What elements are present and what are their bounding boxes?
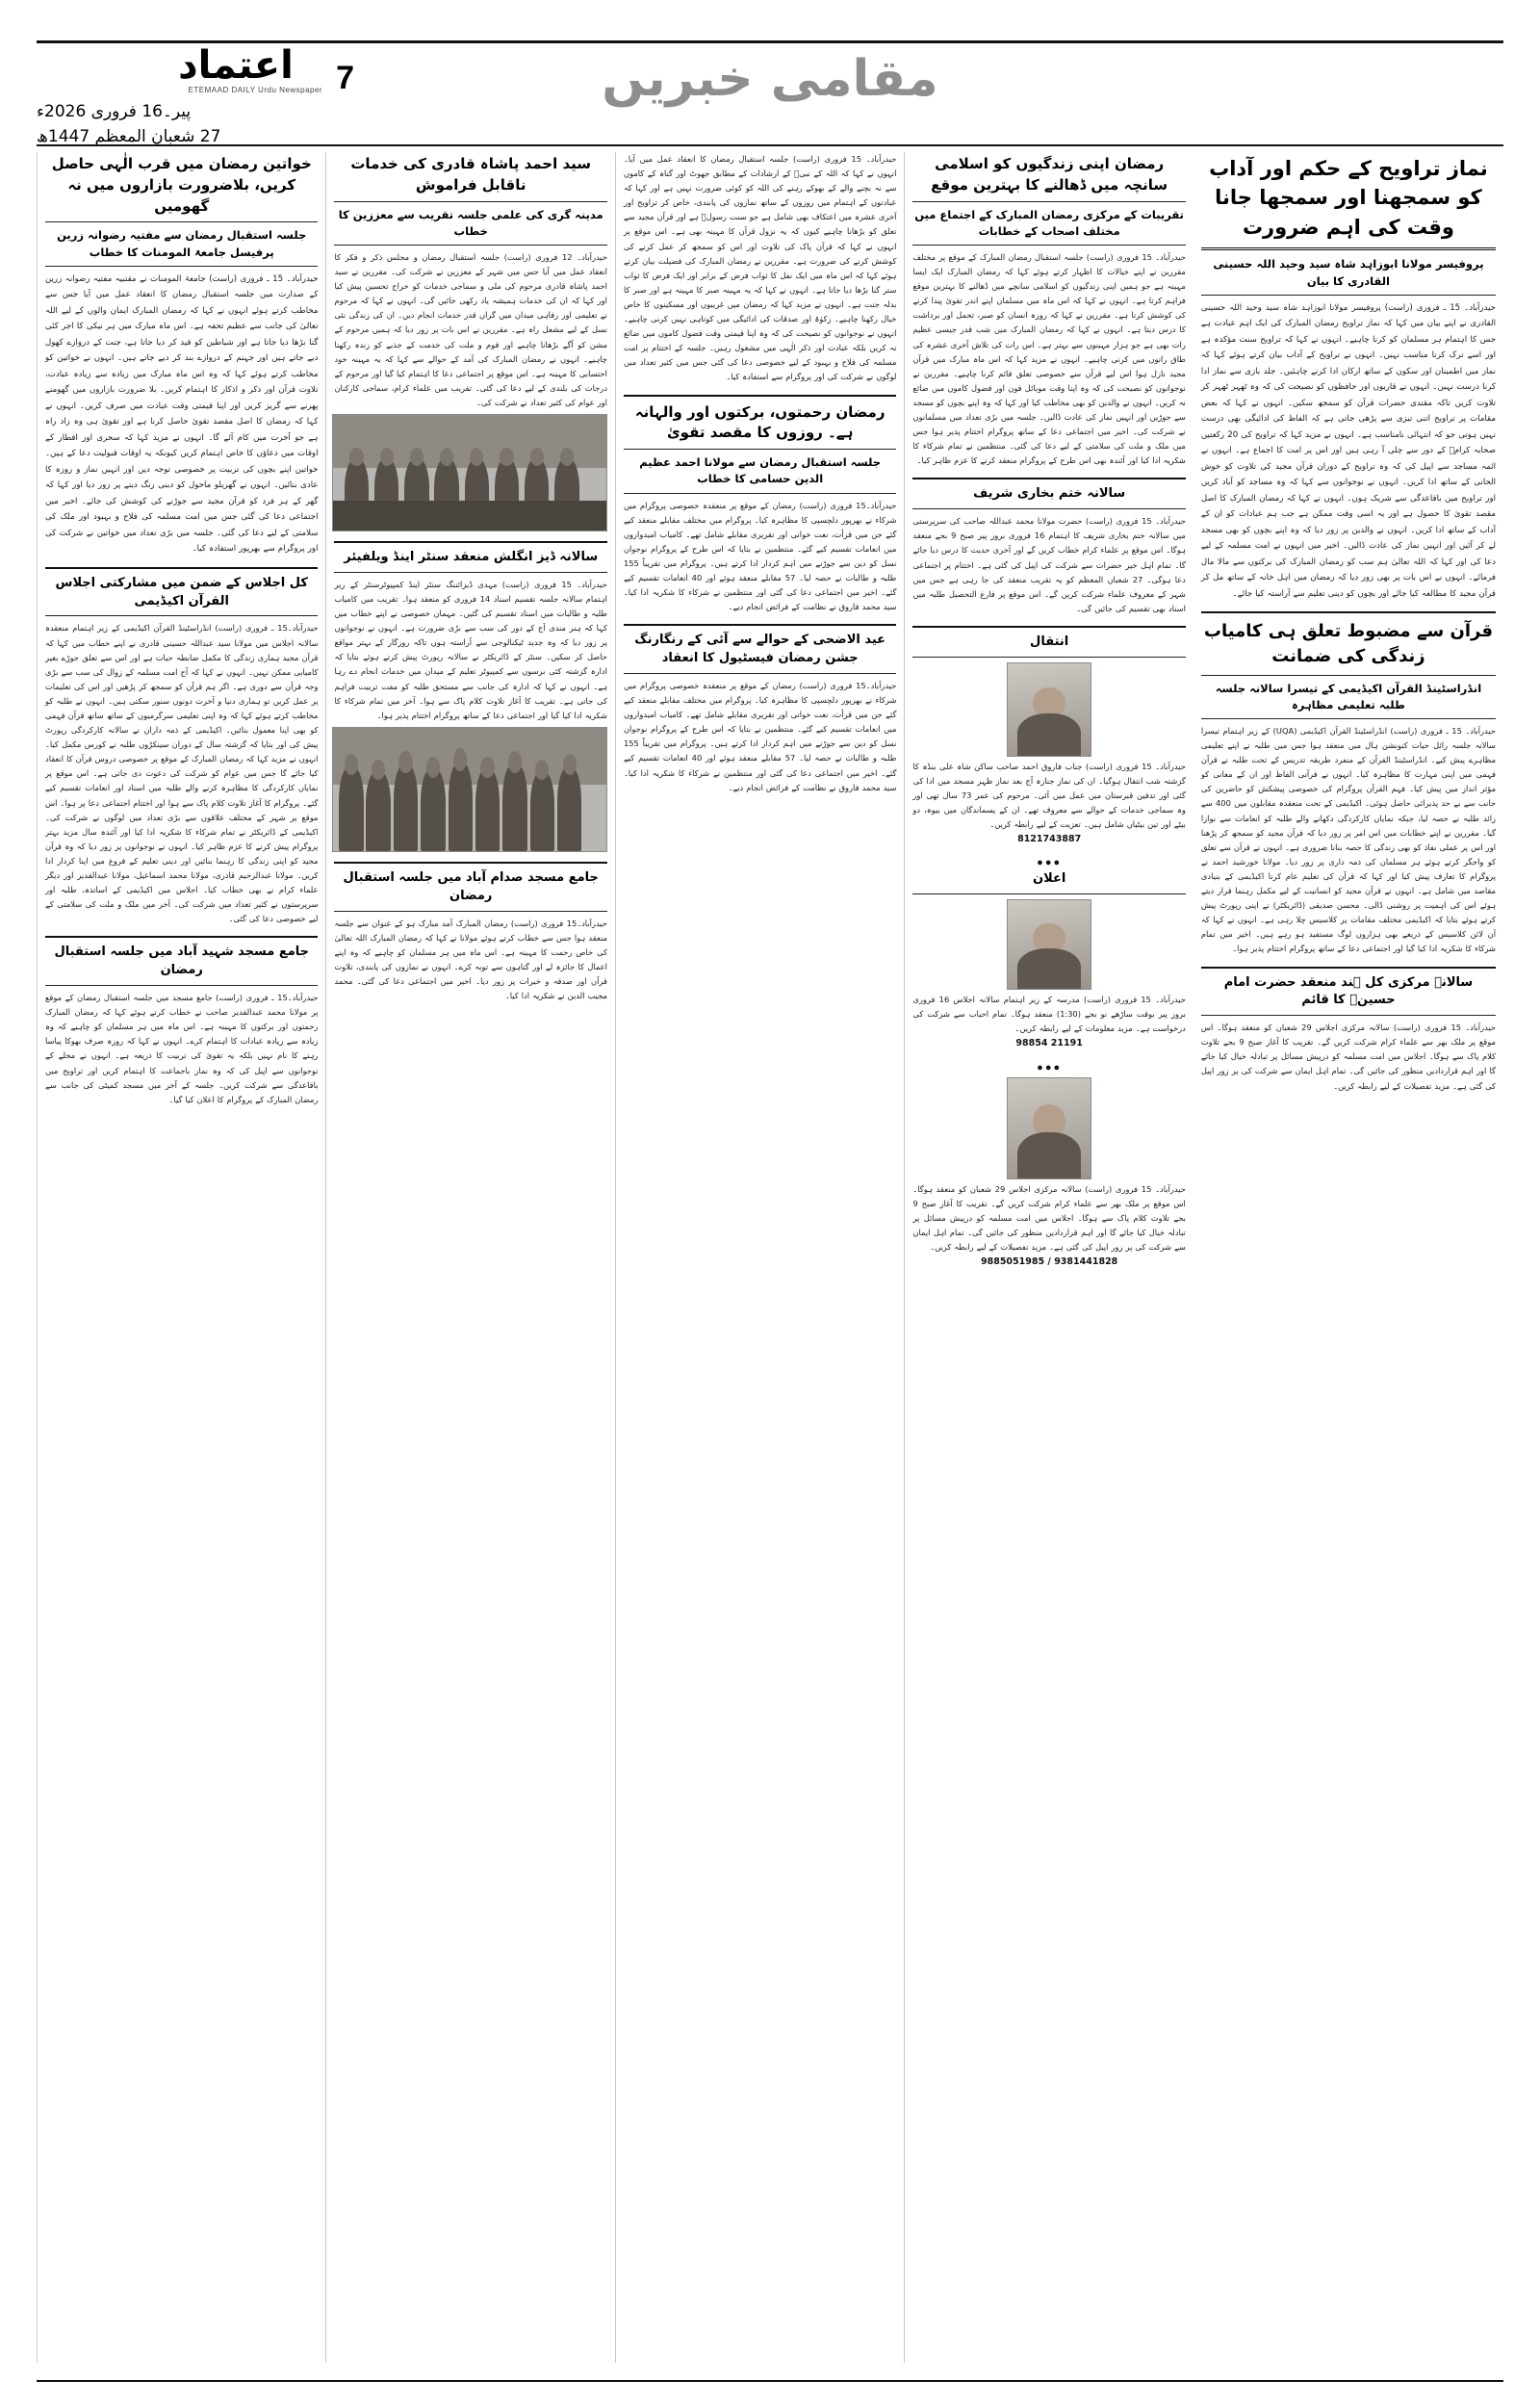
publication-subtitle: ETEMAAD DAILY Urdu Newspaper	[188, 86, 323, 94]
article-body: حیدرآباد۔ 15 ـ فروری (راست) جامعۃ المومنات نے مقتبیہ مفتیہ رضوانہ زرین کے صدارت میں جلسہ استقبال رمضان کا انعقاد عمل میں آیا جس سے مخاطب کرتے ہوئے انہوں نے کہا کہ رمضان المبارک ایمان والوں کے لیے اللہ تعالیٰ کی جانب سے عظیم تحفہ ہے۔ اس ماہ مبارک میں ہر نیکی کا اجر کئی گنا بڑھا دیا جاتا ہے اور شیاطین کو قید کر دیا جاتا ہے، جنت کے دروازے کھول دیے جاتے ہیں اور جہنم کے دروازے بند کر دیے جاتے ہیں۔ انہوں نے خواتین کو مخاطب کرتے ہوئے کہا کہ وہ اس ماہ مبارک میں زیادہ سے زیادہ عبادت، تلاوت قرآن اور ذکر و اذکار کا اہتمام کریں۔ بلا ضرورت بازاروں میں گھومنے پھرنے سے گریز کریں اور اپنا قیمتی وقت عبادت میں صرف کریں۔ انہوں نے کہا کہ رمضان کا اصل مقصد تقویٰ حاصل کرنا ہے اور تقویٰ ہی وہ زاد راہ ہے جو آخرت میں کام آئے گا۔ انہوں نے مزید کہا کہ سحری اور افطار کے اوقات میں دعاؤں کا خاص اہتمام کریں کیونکہ یہ اوقات قبولیت دعا کے ہیں۔ خواتین اپنے بچوں کی تربیت پر خصوصی توجہ دیں اور انہیں نماز و روزہ کا عادی بنائیں۔ انہوں نے گھریلو ماحول کو دینی رنگ دینے پر زور دیا اور کہا کہ گھر کے ہر فرد کو قرآن مجید سے جوڑنے کی کوشش کی جائے۔ اخیر میں اجتماعی دعا کی گئی جس میں امت مسلمہ کی فلاح و بہبود اور ملک کی سلامتی کے لیے دعا کی گئی۔ جلسہ میں بڑی تعداد میں خواتین نے شرکت کی اور پروگرام سے بھرپور استفادہ کیا۔	[45, 273, 319, 555]
article-body: حیدرآباد۔15 فروری (راست) رمضان کے موقع پر منعقدہ خصوصی پروگرام میں شرکاء نے بھرپور دلچسپی کا مظاہرہ کیا۔ پروگرام میں مختلف مقابلے منعقد کیے گئے جن میں قرأت، نعت خوانی اور تقریری مقابلے شامل تھے۔ کامیاب امیدواروں میں انعامات تقسیم کیے گئے۔ منتظمین نے بتایا کہ اس طرح کے پروگرام نوجوان نسل کو دین سے جوڑنے میں اہم کردار ادا کرتے ہیں۔ پروگرام میں تقریباً 155 طلبہ و طالبات نے حصہ لیا۔ 57 مقابلے منعقد ہوئے اور 40 انعامات تقسیم کیے گئے۔ اخیر میں اجتماعی دعا کی گئی اور منتظمین نے شرکاء کا شکریہ ادا کیا۔ سید محمد فاروق نے نظامت کے فرائض انجام دیے۔	[623, 680, 897, 792]
photo-group-ceremony	[332, 727, 606, 852]
headline: خواتین رمضان میں قرب الٰہی حاصل کریں، بلاضرورت بازاروں میں نہ گھومیں	[51, 155, 312, 215]
photo-figure	[339, 767, 364, 851]
page-bottom-rule	[37, 2380, 1503, 2382]
contact-number: 8121743887	[1017, 834, 1082, 845]
photo-torso	[1017, 713, 1080, 756]
divider	[624, 449, 896, 450]
article-sanah-markazi-imam	[1201, 974, 1496, 1094]
divider	[912, 508, 1185, 509]
subheadline: پروفیسر مولانا ابوزاہد شاہ سید وحید اللہ حسینی القادری کا بیان	[1213, 257, 1484, 288]
headline: سید احمد پاشاہ قادری کی خدمات ناقابل فراموش	[350, 155, 592, 194]
article-ramzan-taqwa-headline-block	[624, 402, 896, 615]
photo-figure	[394, 764, 419, 851]
subheadline: انڈراسٹینڈ القرآن اکیڈیمی کے تیسرا سالانہ جلسہ طلبہ تعلیمی مظاہرہ	[1215, 681, 1482, 712]
article-jame-masjid-saddamabad	[334, 869, 606, 1003]
divider	[912, 201, 1185, 202]
divider	[334, 862, 606, 864]
photo-figure	[502, 764, 527, 851]
article-ramzan-festival	[624, 632, 896, 794]
article-body: حیدرآباد۔ 15 فروری (راست) سالانہ مرکزی اجلاس 29 شعبان کو منعقد ہوگا۔ اس موقع پر ملک بھر سے علماء کرام شرکت کریں گے۔ تقریب کا آغاز صبح 9 بجے تلاوت کلام پاک سے ہوگا۔ اجلاس میں امت مسلمہ کو درپیش مسائل پر تبادلہ خیال کیا جائے گا اور اہم قراردادیں منظور کی جائیں گی۔ تمام اہل ایمان سے شرکت کی پر زور اپیل کی گئی ہے۔ مزید تفصیلات کے لیے رابطہ کریں۔	[1200, 1022, 1497, 1091]
article-body: حیدرآباد۔ 15 فروری (راست) حضرت مولانا محمد عبداللہ صاحب کی سرپرستی میں سالانہ ختم بخاری شریف کا اہتمام 16 فروری بروز پیر صبح 9 بجے منعقد ہوگا۔ اس موقع پر علماء کرام خطاب کریں گے اور آخری حدیث کا درس دیا جائے گا۔ تمام اہل خیر حضرات سے شرکت کی اپیل کی گئی ہے۔ اختتام پر اجتماعی دعا ہوگی۔ 27 شعبان المعظم کو یہ تقریب منعقد کی جا رہی ہے جس میں شہر کے معروف علماء شرکت کریں گے۔ اس موقع پر فارغ التحصیل طلبہ میں اسناد بھی تقسیم کی جائیں گی۔	[912, 516, 1186, 613]
photo-figure	[421, 769, 446, 850]
article-body: حیدرآباد۔ 15 ـ فروری (راست) پروفیسر مولانا ابوزاہد شاہ سید وحید اللہ حسینی القادری نے اپنے بیان میں کہا کہ نماز تراویح رمضان المبارک کی ایک اہم عبادت ہے جس کا اہتمام ہر مسلمان کو کرنا چاہیے۔ انہوں نے کہا کہ تراویح سنت مؤکدہ ہے اور اسے ترک کرنا مناسب نہیں۔ انہوں نے تراویح کے آداب بیان کرتے ہوئے کہا کہ نماز میں اطمینان اور سکون کے ساتھ ارکان ادا کرنے چاہئیں۔ جلد بازی سے نماز ادا کرنا درست نہیں۔ انہوں نے قاریوں اور حافظوں کو نصیحت کی کہ وہ ٹھہر ٹھہر کر تلاوت کریں تاکہ مقتدی حضرات قرآن کو سمجھ سکیں۔ انہوں نے کہا کہ بعض مقامات پر تراویح اتنی تیزی سے پڑھی جاتی ہے کہ الفاظ کی ادائیگی بھی درست نہیں ہوتی جو کہ انتہائی نامناسب ہے۔ انہوں نے مزید کہا کہ تراویح کی 20 رکعتیں صحابہ کرامؓ کے دور سے چلی آ رہی ہیں اور اس پر امت کا اجماع ہے۔ انہوں نے ائمہ مساجد سے اپیل کی کہ وہ تراویح کے دوران قرآن مجید کی تلاوت کو خوش الحانی کے ساتھ ادا کریں۔ انہوں نے نوجوانوں سے کہا کہ وہ مساجد کو آباد کریں اور تراویح میں باقاعدگی سے شریک ہوں۔ انہوں نے کہا کہ رمضان المبارک کا اصل مقصد تقویٰ کا حصول ہے اور یہ اسی وقت ممکن ہے جب ہم عبادات کو ان کے آداب کے ساتھ ادا کریں۔ انہوں نے والدین پر زور دیا کہ وہ اپنے بچوں کو بھی مسجد لے کر آئیں اور انہیں نماز کی عادت ڈالیں۔ اخیر میں انہوں نے امت مسلمہ کے لیے دعا کی اور کہا کہ اللہ تعالیٰ ہم سب کو رمضان المبارک کی برکتوں سے مالا مال فرمائے۔ انہوں نے اس بات پر بھی زور دیا کہ رمضان میں اہل خانہ کے ساتھ مل کر قرآن مجید کا مطالعہ کیا جائے اور بچوں کو دینی تعلیم سے آراستہ کیا جائے۔	[1200, 302, 1497, 599]
subheadline: تقریبات کے مرکزی رمضان المبارک کے اجتماع میں مختلف اصحاب کے خطابات	[914, 207, 1184, 238]
divider	[45, 567, 318, 569]
headline: عید الاضحی کے حوالے سے آئی کے رنگارنگ جشن رمضان فیسٹیول کا انعقاد	[634, 633, 886, 666]
subheadline: جلسہ استقبال رمضان سے مولانا احمد عظیم الدین حسامی کا خطاب	[639, 455, 882, 486]
photo-group-meeting	[332, 414, 606, 531]
divider	[912, 478, 1185, 479]
headline: اعلان	[1032, 871, 1066, 887]
headline: انتقال	[1030, 634, 1069, 649]
divider	[334, 572, 606, 573]
column-1	[37, 152, 325, 2363]
headline: کل اجلاس کے ضمن میں مشارکتی اجلاس القرآن اکیڈیمی	[55, 575, 308, 608]
article-body: حیدرآباد۔ 15 فروری (راست) سالانہ مرکزی اجلاس 29 شعبان کو منعقد ہوگا۔ اس موقع پر ملک بھر سے علماء کرام شرکت کریں گے۔ تقریب کا آغاز صبح 9 بجے تلاوت کلام پاک سے ہوگا۔ اجلاس میں امت مسلمہ کو درپیش مسائل پر تبادلہ خیال کیا جائے گا اور اہم قراردادیں منظور کی جائیں گی۔ تمام اہل ایمان سے شرکت کی پر زور اپیل کی گئی ہے۔ مزید تفصیلات کے لیے رابطہ کریں۔	[912, 1183, 1186, 1252]
column-4	[904, 152, 1193, 2363]
article-taraweeh-lead	[1201, 154, 1496, 602]
date-gregorian: پیر۔16 فروری 2026ء	[37, 102, 192, 121]
publication-logo: اعتماد	[178, 43, 294, 88]
divider	[1201, 295, 1496, 296]
divider	[1201, 718, 1496, 719]
divider	[1201, 967, 1496, 969]
headline: جامع مسجد شہید آباد میں جلسہ استقبال رمضان	[54, 945, 309, 978]
divider	[624, 493, 896, 494]
article-body: حیدرآباد۔ 15 فروری (راست) مہدی ڈیزائننگ سنٹر اینڈ کمپیوٹرسنٹر کے زیر اہتمام سالانہ جلسہ تقسیم اسناد 14 فروری کو منعقد ہوا۔ تقریب میں کامیاب طلبہ و طالبات میں اسناد تقسیم کی گئیں۔ مہمان خصوصی نے اپنے خطاب میں کہا کہ ہنر مندی آج کے دور کی سب سے بڑی ضرورت ہے۔ انہوں نے نوجوانوں پر زور دیا کہ وہ جدید ٹیکنالوجی سے آراستہ ہوں تاکہ روزگار کے بہتر مواقع حاصل کر سکیں۔ سنٹر کے ڈائریکٹر نے سالانہ رپورٹ پیش کرتے ہوئے بتایا کہ ادارہ گزشتہ کئی برسوں سے کمپیوٹر تعلیم کے میدان میں خدمات انجام دے رہا ہے۔ انہوں نے کہا کہ ادارہ کی جانب سے مستحق طلبہ کو مفت تربیت فراہم کی جاتی ہے۔ تقریب کا آغاز تلاوت کلام پاک سے ہوا۔ آخر میں تمام شرکاء کا شکریہ ادا کیا گیا اور اجتماعی دعا کے ساتھ پروگرام اختتام پذیر ہوا۔	[334, 579, 607, 720]
article-body: حیدرآباد۔15 فروری (راست) رمضان المبارک آمد مبارک ہو کے عنوان سے جلسہ منعقد ہوا جس سے خطاب کرتے ہوئے مولانا نے کہا کہ رمضان المبارک اللہ تعالیٰ کی خاص رحمت کا مہینہ ہے۔ اس ماہ میں ہر مسلمان کو چاہیے کہ وہ اپنے اعمال کا جائزہ لے اور گناہوں سے توبہ کرے۔ انہوں نے نمازوں کی پابندی، تلاوت قرآن اور صدقہ و خیرات پر زور دیا۔ اخیر میں اجتماعی دعا کی گئی۔ محمد مجیب الدین نے شکریہ ادا کیا۔	[334, 918, 607, 1000]
column-5	[1194, 152, 1503, 2363]
photo-figure	[530, 772, 555, 851]
divider	[1201, 675, 1496, 676]
article-pasha-qadri-services	[334, 154, 606, 531]
contact-number: 9381441828 / 9885051985	[980, 1256, 1118, 1268]
divider	[45, 936, 318, 938]
divider	[45, 615, 318, 616]
photo-portrait-scholar	[1007, 1077, 1091, 1179]
article-khawateen-ramzan	[45, 154, 318, 557]
photo-figure	[449, 763, 474, 851]
section-title: مقامی خبریں	[602, 50, 938, 108]
divider	[45, 266, 318, 267]
article-body: حیدرآباد۔ 15 ـ فروری (راست) انڈراسٹینڈ القرآن اکیڈیمی (UQA) کے زیر اہتمام تیسرا سالانہ جلسہ رائل حیات کنونشن ہال میں منعقد ہوا جس میں طلبہ نے اپنے تعلیمی مظاہرے پیش کیے۔ انڈراسٹینڈ القرآن کے منفرد طریقہ تدریس کے تحت طلبہ نے قرآن فہمی میں اپنی مہارت کا مظاہرہ کیا۔ انہوں نے قرآنی الفاظ اور ان کے معانی کو مؤثر انداز میں پیش کیا۔ فہم القرآن پروگرام کی خصوصی پیشکش کو حاضرین کی جانب سے بے حد پذیرائی حاصل ہوئی۔ اکیڈیمی کے تحت منعقدہ مقابلوں میں 400 سے زائد طلبہ نے حصہ لیا، جبکہ نمایاں کارکردگی دکھانے والے طلبہ کو انعامات سے نوازا گیا۔ مقررین نے اپنے خطابات میں اس امر پر زور دیا کہ قرآن مجید کو سمجھ کر پڑھنا اور اس پر عملی نفاذ کو بھی زندگی کا حصہ بنانا ضروری ہے۔ انہوں نے قرآن سے تعلق کو واجگر کرتے ہوئے ہر مسلمان کی ذمہ داری پر زور دیا۔ مولانا خورشید احمد نے پروگرام کا تعارف پیش کیا اور کہا کہ قرآن کی تعلیم عام کرنا اکیڈیمی کے بنیادی مقاصد میں شامل ہے۔ انہوں نے قرآن مجید کو انسانیت کے لیے مکمل رہنما قرار دیتے ہوئے اس کی اہمیت پر روشنی ڈالی۔ محسن صدیقی (ڈائریکٹر) نے اپنی رپورٹ پیش کرتے ہوئے بتایا کہ اکیڈیمی مختلف مقامات پر کلاسیس چلا رہی ہے۔ انہوں نے کہا کہ آن لائن کلاسیس کے ذریعے بھی ہزاروں لوگ مستفید ہو رہے ہیں۔ اخیر میں تمام شرکاء کا شکریہ ادا کیا گیا اور اجتماعی دعا کے ساتھ پروگرام اختتام پذیر ہوا۔	[1200, 726, 1497, 954]
divider	[624, 395, 896, 397]
column-2	[325, 152, 614, 2363]
headline: جامع مسجد صدام آباد میں جلسہ استقبال رمضان	[343, 869, 599, 903]
article-body: حیدرآباد۔ 15 فروری (راست) جناب فاروق احمد صاحب ساکن شاہ علی بنڈہ کا گزشتہ شب انتقال ہوگیا۔ ان کی نماز جنازہ آج بعد نماز ظہر مسجد میں ادا کی گئی اور تدفین قبرستان میں عمل میں آئی۔ مرحوم کی عمر 73 سال تھی اور وہ سماجی خدمات کے حوالے سے معروف تھے۔ ان کے پسماندگان میں بیوہ، دو بیٹے اور تین بیٹیاں شامل ہیں۔ تعزیت کے لیے رابطہ کریں۔	[912, 761, 1186, 830]
article-khatm-bukhari	[912, 485, 1185, 616]
divider	[334, 201, 606, 202]
divider	[1201, 611, 1496, 613]
photo-figure	[366, 772, 391, 851]
publication-date	[37, 100, 354, 149]
article-body: حیدرآباد۔ 15 فروری (راست) مدرسہ کے زیر اہتمام سالانہ اجلاس 16 فروری بروز پیر بوقت ساڑھے نو بجے (1:30) منعقد ہوگا۔ تمام احباب سے شرکت کی درخواست ہے۔ مزید معلومات کے لیے رابطہ کریں۔	[912, 995, 1186, 1034]
headline: نماز تراویح کے حکم اور آداب کو سمجھنا اور سمجھا جانا وقت کی اہم ضرورت	[1209, 157, 1488, 239]
contact-number: 21191 98854	[1015, 1038, 1083, 1049]
article-announcement	[912, 870, 1185, 1051]
headline: سالانہ مرکزی کل ہند منعقد حضرت امام حسینؓ کا قائم	[1223, 974, 1474, 1008]
divider	[624, 673, 896, 674]
photo-portrait-announcer	[1007, 899, 1091, 990]
bullet-separator: ●●●	[1037, 1061, 1063, 1074]
article-ramzan-mercy-blessings	[624, 152, 896, 385]
headline: رمضان رحمتوں، برکتوں اور والہانہ ہے۔ روزوں کا مقصد تقویٰ	[634, 402, 886, 442]
photo-figure	[557, 767, 582, 851]
divider	[334, 911, 606, 912]
column-grid	[37, 152, 1503, 2363]
article-designing-center-annual-day	[334, 549, 606, 852]
photo-torso	[1017, 948, 1080, 989]
divider	[334, 245, 606, 246]
article-obituary	[912, 634, 1185, 847]
bullet-separator: ●●●	[1037, 857, 1063, 869]
divider	[1201, 1015, 1496, 1016]
divider	[912, 893, 1185, 894]
article-quran-strong-bond	[1201, 619, 1496, 956]
photo-figure	[475, 769, 500, 850]
article-body: حیدرآباد۔15 ـ فروری (راست) انڈراسٹینڈ القرآن اکیڈیمی کے زیر اہتمام منعقدہ سالانہ اجلاس میں مولانا سید عبداللہ حسینی قادری نے اپنے خطاب میں کہا کہ قرآن مجید ہماری زندگی کا مکمل ضابطہ حیات ہے اور اس سے تعلق جوڑے بغیر کامیابی ممکن نہیں۔ انہوں نے کہا کہ آج امت مسلمہ کے زوال کی سب سے بڑی وجہ قرآن سے دوری ہے۔ اگر ہم قرآن کو سمجھ کر پڑھیں اور اس کی تعلیمات پر عمل کریں تو ہماری دنیا و آخرت دونوں سنور سکتی ہیں۔ انہوں نے طلبہ کو مخاطب کرتے ہوئے کہا کہ وہ اپنی تعلیمی سرگرمیوں کے ساتھ ساتھ قرآن فہمی کو بھی اپنا معمول بنائیں۔ اکیڈیمی کے ذمہ داران نے سالانہ کارکردگی رپورٹ پیش کی اور بتایا کہ گزشتہ سال کے دوران سینکڑوں طلبہ نے کورس مکمل کیا۔ انہوں نے مزید کہا کہ رمضان المبارک کے موقع پر خصوصی دروس قرآن کا انعقاد کیا جائے گا جس میں عوام کو شرکت کی دعوت دی جاتی ہے۔ اس موقع پر نمایاں کارکردگی کا مظاہرہ کرنے والے طلبہ میں اسناد اور انعامات تقسیم کیے گئے۔ پروگرام کا آغاز تلاوت کلام پاک سے ہوا اور اختتام اجتماعی دعا پر ہوا۔ اس موقع پر شہر کے مختلف علاقوں سے بڑی تعداد میں لوگوں نے شرکت کی۔ اکیڈیمی کے ڈائریکٹر نے تمام شرکاء کا شکریہ ادا کیا اور آئندہ سال مزید بہتر پروگرام پیش کرنے کا عزم ظاہر کیا۔ انہوں نے نوجوانوں پر زور دیا کہ وہ قرآن مجید کو اپنی زندگی کا رہنما بنائیں اور دینی تعلیم کے فروغ میں اپنا کردار ادا کریں۔ مولانا عبدالرحیم قادری، مولانا محمد اسماعیل، مولانا عبدالقدیر اور دیگر علماء کرام نے بھی خطاب کیا۔ اجلاس میں اکیڈیمی کے اساتذہ، طلبہ اور سرپرستوں نے کثیر تعداد میں شرکت کی۔ آخر میں ملک و ملت کی سلامتی کے لیے خصوصی دعا کی گئی۔	[45, 623, 319, 924]
page-number: 7	[336, 60, 354, 96]
divider	[912, 626, 1185, 628]
headline: سالانہ ڈیز انگلش منعقد سنٹر اینڈ ویلفیئر	[344, 550, 599, 565]
date-hijri: 27 شعبان المعظم 1447ھ	[37, 126, 221, 146]
article-islamic-mould-life	[912, 154, 1185, 468]
article-imam-hussain-annual	[912, 1077, 1185, 1271]
divider	[912, 245, 1185, 246]
subheadline: مدینہ گری کی علمی جلسہ تقریب سے معززین کا خطاب	[338, 207, 603, 238]
article-quran-academy-session	[45, 575, 318, 927]
article-jame-masjid-shahidabad	[45, 944, 318, 1106]
article-body: حیدرآباد۔15 فروری (راست) رمضان کے موقع پر منعقدہ خصوصی پروگرام میں شرکاء نے بھرپور دلچسپی کا مظاہرہ کیا۔ پروگرام میں مختلف مقابلے منعقد کیے گئے جن میں قرأت، نعت خوانی اور تقریری مقابلے شامل تھے۔ کامیاب امیدواروں میں انعامات تقسیم کیے گئے۔ منتظمین نے بتایا کہ اس طرح کے پروگرام نوجوان نسل کو دین سے جوڑنے میں اہم کردار ادا کرتے ہیں۔ پروگرام میں تقریباً 155 طلبہ و طالبات نے حصہ لیا۔ 57 مقابلے منعقد ہوئے اور 40 انعامات تقسیم کیے گئے۔ اخیر میں اجتماعی دعا کی گئی اور منتظمین نے شرکاء کا شکریہ ادا کیا۔ سید محمد فاروق نے نظامت کے فرائض انجام دیے۔	[623, 500, 897, 612]
headline: قرآن سے مضبوط تعلق ہی کامیاب زندگی کی ضمانت	[1203, 621, 1493, 667]
photo-portrait-deceased	[1007, 662, 1091, 757]
masthead-bottom-rule	[37, 144, 1503, 146]
divider	[45, 985, 318, 986]
column-3	[615, 152, 904, 2363]
subheadline: جلسہ استقبال رمضان سے مفتیہ رضوانہ زرین پرفیسل جامعۃ المومنات کا خطاب	[57, 228, 307, 259]
photo-torso	[1017, 1132, 1080, 1178]
headline: سالانہ ختم بخاری شریف	[973, 486, 1126, 502]
article-body-top: حیدرآباد۔ 15 فروری (راست) جلسہ استقبال رمضان کا انعقاد عمل میں آیا۔ انہوں نے کہا کہ اللہ کے نبیؐ کے ارشادات کے مطابق جھوٹ اور گناہ کے کاموں سے نہ بچنے والے کے بھوکے رہنے کی اللہ کو کوئی ضرورت نہیں ہے اور کہا کہ عبادتوں کے اہتمام میں روزوں کے ساتھ نمازوں کی پابندی، خاص کر تراویح اور آخری عشرہ میں اعتکاف بھی شامل ہے جو سنت رسولؐ ہے اور قرآن مجید سے تعلق کو بڑھانا چاہیے کیوں کہ یہ نزول قرآن کا مہینہ بھی ہے۔ اس موقع پر انہوں نے کہا کہ قرآن پاک کی تلاوت اور اس کو سمجھ کر عمل کرنے کی کوشش کرنے کی ضرورت ہے۔ مقررین نے رمضان المبارک کی فضیلت بیان کرتے ہوئے کہا کہ اس ماہ میں ایک نفل کا ثواب فرض کے برابر اور ایک فرض کا ثواب ستر گنا بڑھا دیا جاتا ہے۔ انہوں نے کہا کہ یہ مہینہ صبر کا مہینہ ہے اور صبر کا بدلہ جنت ہے۔ انہوں نے مزید کہا کہ رمضان میں غریبوں اور مسکینوں کا خاص خیال رکھنا چاہیے۔ زکوٰۃ اور صدقات کی ادائیگی میں کوتاہی نہیں کرنی چاہیے۔ انہوں نے نوجوانوں کو نصیحت کی کہ وہ اپنا قیمتی وقت فضول کاموں میں ضائع نہ کریں بلکہ عبادت اور ذکر الٰہی میں مشغول رہیں۔ جلسہ کے اختتام پر امت مسلمہ کی فلاح و بہبود کے لیے خصوصی دعا کی گئی جس میں کثیر تعداد میں لوگوں نے شرکت کی اور پروگرام سے استفادہ کیا۔	[623, 154, 897, 382]
divider	[45, 221, 318, 222]
divider	[334, 541, 606, 543]
masthead	[37, 40, 1503, 148]
article-body: حیدرآباد۔ 15 فروری (راست) جلسہ استقبال رمضان المبارک کے موقع پر مختلف مقررین نے اپنے خیالات کا اظہار کرتے ہوئے کہا کہ رمضان المبارک ایک ایسا مہینہ ہے جو ہمیں اپنی زندگیوں کو اسلامی سانچے میں ڈھالنے کا بہترین موقع فراہم کرتا ہے۔ انہوں نے کہا کہ اس ماہ میں مسلمان اپنے اندر تقویٰ پیدا کرنے کی کوشش کرتا ہے۔ مقررین نے کہا کہ روزہ انسان کو صبر، تحمل اور برداشت کا درس دیتا ہے۔ انہوں نے کہا کہ رمضان المبارک میں شب قدر جیسی عظیم رات بھی ہے جو ہزار مہینوں سے بہتر ہے۔ اس رات کی تلاش آخری عشرہ کی طاق راتوں میں کرنی چاہیے۔ انہوں نے مزید کہا کہ اس ماہ مبارک میں قرآن مجید نازل ہوا اس لیے قرآن سے خصوصی تعلق قائم کرنا چاہیے۔ مقررین نے نوجوانوں کو نصیحت کی کہ وہ اپنا وقت موبائل فون اور فضول کاموں میں ضائع نہ کریں۔ انہوں نے والدین کو بھی مخاطب کیا اور کہا کہ وہ اپنے بچوں کو مسجد سے جوڑیں اور انہیں نماز کی عادت ڈالیں۔ جلسہ میں بڑی تعداد میں مسلمانوں نے شرکت کی۔ اخیر میں اجتماعی دعا کے ساتھ پروگرام اختتام پذیر ہوا جس میں ملک و ملت کی سلامتی کے لیے دعا کی گئی۔ منتظمین نے تمام شرکاء کا شکریہ ادا کیا اور آئندہ بھی اس طرح کے پروگرام منعقد کرنے کا عزم ظاہر کیا۔	[912, 252, 1186, 466]
divider	[1201, 247, 1496, 250]
divider	[624, 624, 896, 626]
article-body: حیدرآباد۔15 ـ فروری (راست) جامع مسجد میں جلسہ استقبال رمضان کے موقع پر مولانا محمد عبدالقدیر صاحب نے خطاب کرتے ہوئے کہا کہ رمضان المبارک رحمتوں اور برکتوں کا مہینہ ہے۔ اس ماہ میں ہر مسلمان کو چاہیے کہ وہ زیادہ سے زیادہ عبادات کا اہتمام کرے۔ انہوں نے کہا کہ روزہ صرف بھوکا پیاسا رہنے کا نام نہیں بلکہ یہ تقویٰ کی تربیت کا ذریعہ ہے۔ انہوں نے محلے کے نوجوانوں سے اپیل کی کہ وہ نماز باجماعت کا اہتمام کریں اور تراویح میں باقاعدگی سے شرکت کریں۔ جلسہ کے آخر میں مسجد کمیٹی کی جانب سے رمضان المبارک کے پروگرام کا اعلان کیا گیا۔	[45, 993, 319, 1104]
divider	[912, 657, 1185, 658]
headline: رمضان اپنی زندگیوں کو اسلامی سانچہ میں ڈھالنے کا بہترین موقع	[931, 155, 1168, 194]
article-body: حیدرآباد۔ 12 فروری (راست) جلسہ استقبال رمضان و مجلس ذکر و فکر کا انعقاد عمل میں آیا جس میں شہر کے معززین نے شرکت کی۔ مقررین نے سید احمد پاشاہ قادری مرحوم کی ملی و سماجی خدمات کو خراج تحسین پیش کیا اور کہا کہ ان کی خدمات ہمیشہ یاد رکھی جائیں گی۔ انہوں نے کہا کہ مرحوم نے تعلیمی اور رفاہی میدان میں گراں قدر خدمات انجام دیں۔ ان کی زندگی نئی نسل کے لیے مشعل راہ ہے۔ مقررین نے اس بات پر زور دیا کہ ہمیں مرحوم کے مشن کو آگے بڑھانا چاہیے اور قوم و ملت کی خدمت کے جذبے کو زندہ رکھنا چاہیے۔ انہوں نے رمضان المبارک کی آمد کے حوالے سے کہا کہ یہ مہینہ خود احتسابی کا مہینہ ہے۔ اس موقع پر اجتماعی دعا کا اہتمام کیا گیا اور مرحوم کے درجات کی بلندی کے لیے دعا کی گئی۔ تقریب میں علماء کرام، سماجی کارکنان اور عوام کی کثیر تعداد نے شرکت کی۔	[334, 252, 607, 407]
photo-table	[333, 501, 605, 531]
